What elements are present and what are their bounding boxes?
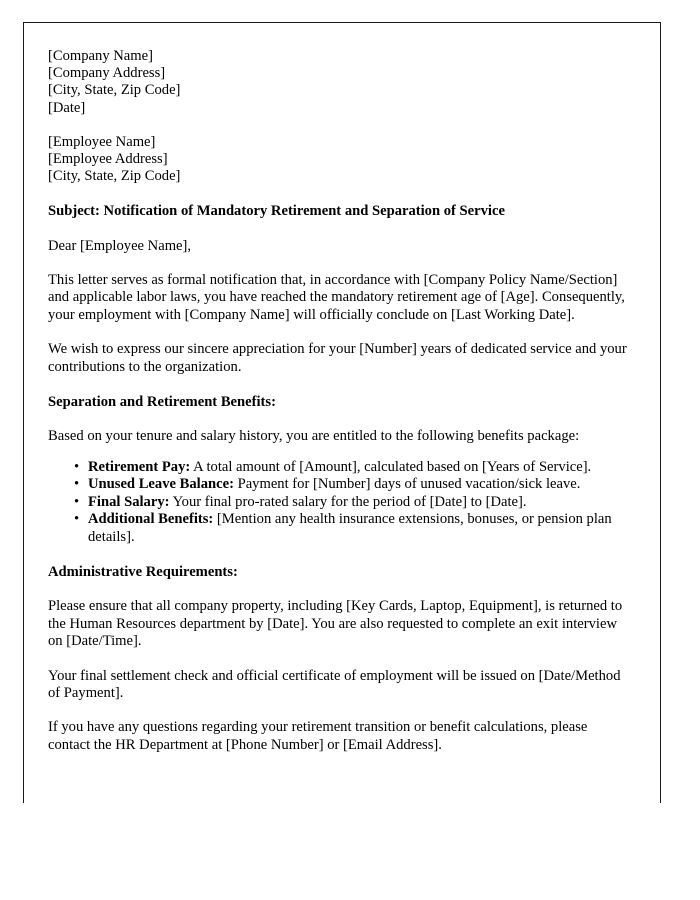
paragraph-notification: This letter serves as formal notification that, in accordance with [Company Policy Name/Section] and applicable labor laws, you have reached the mandatory retirement age of [Age]. Consequently, your employment with [Company Name] will officially conclude on [Last Working Date]. bbox=[48, 272, 625, 323]
benefits-list bbox=[48, 459, 628, 546]
list-item bbox=[48, 511, 628, 546]
paragraph-benefits-intro: Based on your tenure and salary history, you are entitled to the following benefits package: bbox=[48, 428, 580, 445]
recipient-employee-name: [Employee Name] bbox=[48, 133, 156, 150]
list-item-text: [Mention any health insurance extensions, bonuses, or pension plan details]. bbox=[88, 511, 612, 545]
paragraph-company-property: Please ensure that all company property, including [Key Cards, Laptop, Equipment], is returned to the Human Resources department by [Date]. You are also requested to complete an exit interview on [Date/Time]. bbox=[48, 598, 623, 650]
subject-line: Subject: Notification of Mandatory Retirement and Separation of Service bbox=[48, 203, 505, 220]
address-block-spacer bbox=[48, 117, 628, 134]
list-item-text: Your final pro-rated salary for the period of [Date] to [Date]. bbox=[169, 493, 527, 510]
paragraph-appreciation: We wish to express our sincere appreciation for your [Number] years of dedicated service and your contributions to the organization. bbox=[48, 341, 627, 375]
heading-separation-benefits: Separation and Retirement Benefits: bbox=[48, 394, 276, 411]
list-item-text: A total amount of [Amount], calculated based on [Years of Service]. bbox=[190, 458, 592, 475]
bullet-icon: • bbox=[74, 493, 80, 510]
list-item-label: Retirement Pay: bbox=[88, 458, 191, 475]
heading-administrative-requirements: Administrative Requirements: bbox=[48, 563, 238, 580]
list-item bbox=[48, 494, 628, 511]
sender-company-name: [Company Name] bbox=[48, 48, 153, 64]
document-page bbox=[23, 22, 661, 803]
list-item bbox=[48, 476, 628, 493]
recipient-employee-address: [Employee Address] bbox=[48, 151, 168, 168]
bullet-icon: • bbox=[74, 511, 80, 528]
sender-city-state-zip: [City, State, Zip Code] bbox=[48, 82, 181, 99]
bullet-icon: • bbox=[74, 458, 80, 475]
letter-content bbox=[48, 48, 628, 754]
sender-address-block bbox=[48, 48, 628, 117]
list-item-label: Additional Benefits: bbox=[88, 511, 214, 528]
list-item-label: Final Salary: bbox=[88, 493, 170, 510]
sender-company-address: [Company Address] bbox=[48, 65, 166, 82]
salutation: Dear [Employee Name], bbox=[48, 237, 192, 254]
list-item-text: Payment for [Number] days of unused vacation/sick leave. bbox=[233, 476, 581, 493]
recipient-city-state-zip: [City, State, Zip Code] bbox=[48, 168, 181, 185]
letter-date: [Date] bbox=[48, 99, 86, 116]
paragraph-final-settlement: Your final settlement check and official certificate of employment will be issued on [Date/Method of Payment]. bbox=[48, 667, 621, 701]
list-item bbox=[48, 459, 628, 476]
list-item-label: Unused Leave Balance: bbox=[88, 476, 234, 493]
bullet-icon: • bbox=[74, 476, 80, 493]
recipient-address-block bbox=[48, 134, 628, 186]
paragraph-contact-hr: If you have any questions regarding your retirement transition or benefit calculations, please contact the HR Department at [Phone Number] or [Email Address]. bbox=[48, 719, 588, 753]
